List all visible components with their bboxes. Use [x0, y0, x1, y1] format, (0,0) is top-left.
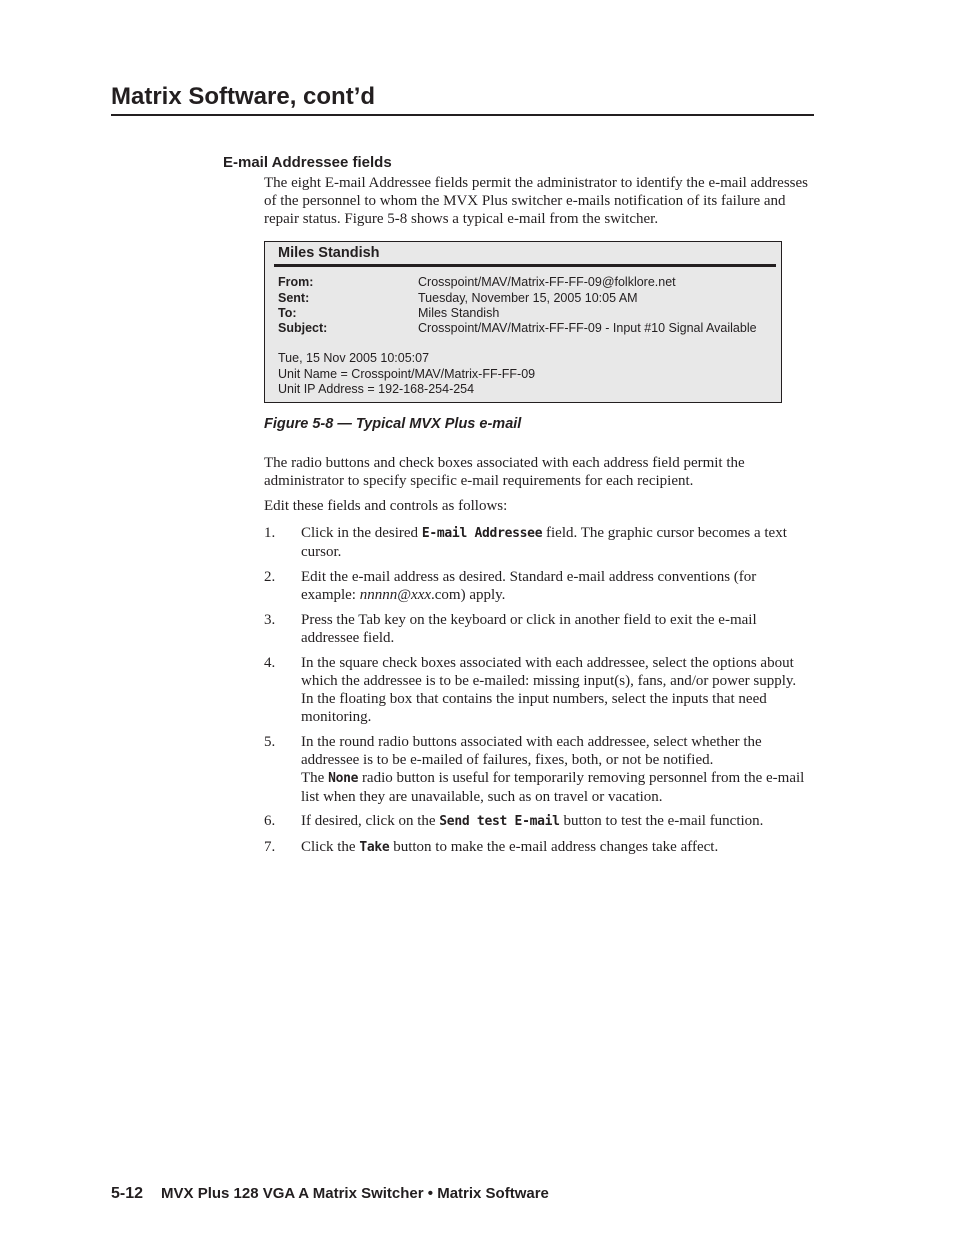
step-text: In the square check boxes associated with each addressee, select the options about which the addressee is to be e-mailed: missing input(s), fans, and/or power supply. In the floating box that contains the input numbers, select the inputs that need monitoring.: [301, 655, 797, 725]
ui-label-none: None: [328, 771, 359, 786]
radio-checkbox-paragraph: The radio buttons and check boxes associated with each address field permit the administrator to specify specific e-mail requirements for each recipient.: [264, 455, 745, 489]
intro-paragraph: The eight E-mail Addressee fields permit the administrator to identify the e-mail addresses of the personnel to whom the MVX Plus switcher e-mails notification of its failure and repair status. Figure 5-8 shows a typical e-mail from the switcher.: [264, 175, 809, 227]
figure-caption: Figure 5-8 — Typical MVX Plus e-mail: [264, 416, 522, 432]
email-recipient-name: Miles Standish: [278, 245, 380, 261]
step-number: 2.: [264, 569, 276, 585]
ui-label-email-addressee: E-mail Addressee: [421, 526, 543, 541]
step-number: 7.: [264, 839, 276, 855]
email-figure: [264, 241, 782, 403]
email-body-line: Tue, 15 Nov 2005 10:05:07: [278, 351, 430, 365]
step-text: Edit the e-mail address as desired. Standard e-mail address conventions (for example: nnnnn@xxx.com) apply.: [301, 569, 757, 603]
page-footer: [111, 1185, 549, 1203]
email-field-label: Sent:: [278, 291, 310, 305]
email-field-label: From:: [278, 275, 314, 289]
email-header-rule: [274, 264, 776, 267]
title-rule: [111, 114, 814, 116]
step-text: Click the Take button to make the e-mail address changes take affect.: [301, 839, 719, 855]
edit-intro-paragraph: Edit these fields and controls as follows:: [264, 498, 508, 514]
page-number: 5-12: [111, 1185, 144, 1202]
ui-label-take: Take: [359, 840, 390, 855]
step-number: 6.: [264, 813, 276, 829]
page-title: Matrix Software, cont’d: [111, 83, 376, 110]
email-field-value: Crosspoint/MAV/Matrix-FF-FF-09 - Input #10 Signal Available: [418, 321, 757, 335]
email-field-value: Miles Standish: [418, 306, 500, 320]
section-heading: E-mail Addressee fields: [223, 154, 392, 171]
step-text: In the round radio buttons associated with each addressee, select whether the addressee is to be e-mailed of failures, fixes, both, or not be notified. The None radio button is useful for temporarily removing personnel from the e-mail list when they are unavailable, such as on travel or vacation.: [301, 734, 805, 805]
email-body-line: Unit Name = Crosspoint/MAV/Matrix-FF-FF-09: [278, 367, 536, 381]
footer-text: MVX Plus 128 VGA A Matrix Switcher • Matrix Software: [161, 1185, 549, 1202]
step-number: 1.: [264, 525, 276, 541]
email-field-value: Tuesday, November 15, 2005 10:05 AM: [418, 291, 638, 305]
email-body-line: Unit IP Address = 192-168-254-254: [278, 382, 475, 396]
example-address: nnnnn@xxx: [359, 587, 432, 603]
email-field-label: Subject:: [278, 321, 328, 335]
step-text: If desired, click on the Send test E-mail button to test the e-mail function.: [301, 813, 764, 829]
email-field-label: To:: [278, 306, 297, 320]
step-number: 3.: [264, 612, 276, 628]
step-text: Press the Tab key on the keyboard or click in another field to exit the e-mail addressee field.: [301, 612, 757, 646]
email-field-value: Crosspoint/MAV/Matrix-FF-FF-09@folklore.net: [418, 275, 676, 289]
step-number: 4.: [264, 655, 276, 671]
step-text: Click in the desired E-mail Addressee field. The graphic cursor becomes a text cursor.: [301, 525, 787, 560]
step-number: 5.: [264, 734, 276, 750]
ui-label-send-test-email: Send test E-mail: [439, 814, 560, 829]
